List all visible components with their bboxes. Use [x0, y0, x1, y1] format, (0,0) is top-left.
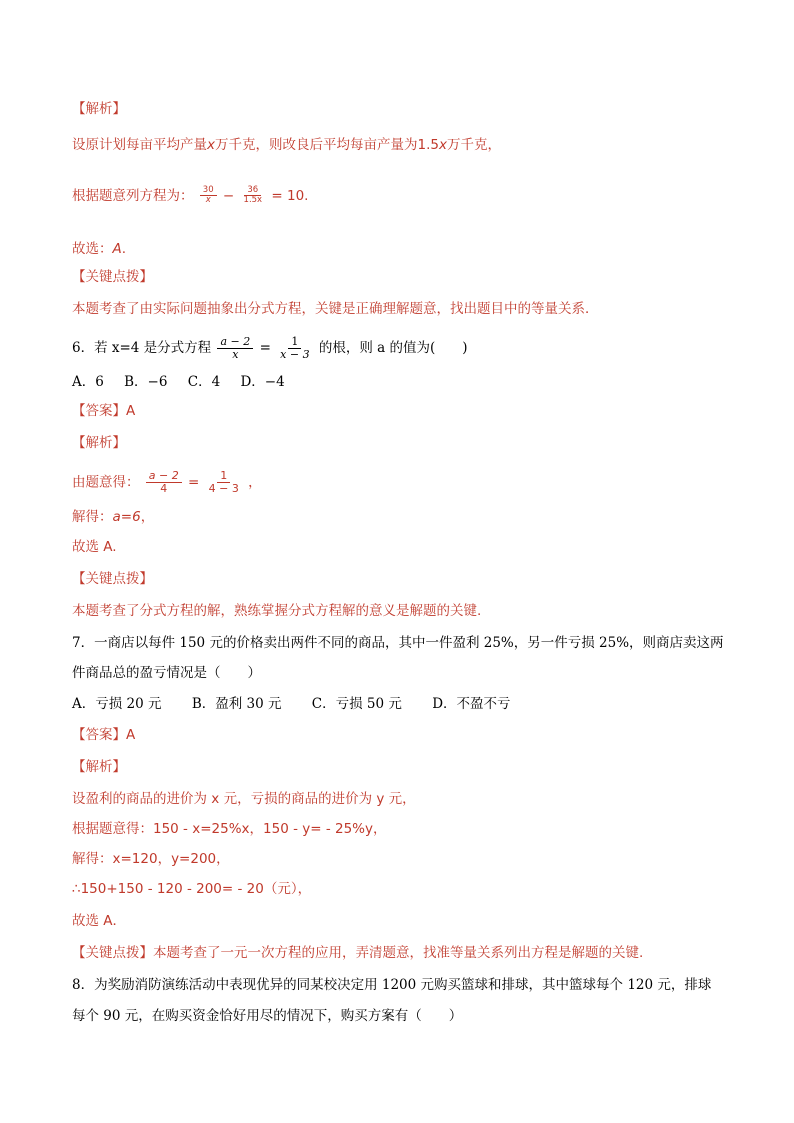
q6-line3: 故选 A. — [72, 539, 117, 555]
q7-options — [72, 695, 527, 713]
q8-stem-line2: 每个 90 元，在购买资金恰好用尽的情况下，购买方案有（ ） — [72, 1008, 463, 1024]
q6-stem: 6．若 x=4 是分式方程 $\frac{a - 2}{x}$ = $\frac{1}{x - 3}$ 的根，则 a 的值为( ) — [72, 335, 468, 362]
s5-answer-line: 故选：A. — [72, 241, 127, 257]
q7-stem-line1: 7．一商店以每件 150 元的价格卖出两件不同的商品，其中一件盈利 25%，另一件亏损 25%，则商店卖这两 — [72, 635, 724, 651]
fraction-30-over-x: $\frac{30}{x}$ — [200, 186, 217, 206]
q7-stem-line2: 件商品总的盈亏情况是（ ） — [72, 665, 261, 681]
q6-guanjian-heading: 【关键点拨】 — [72, 571, 153, 587]
q7-guanjian-heading: 【关键点拨】 — [72, 945, 153, 961]
q7-guanjian-line — [72, 944, 643, 962]
s5-summary: 本题考查了由实际问题抽象出分式方程，关键是正确理解题意，找出题目中的等量关系． — [72, 301, 599, 317]
s5-line2: 根据题意列方程为： $\frac{30}{x}$ − $\frac{36}{1.5x}$ = 10. — [72, 185, 309, 206]
q6-option-c: C．4 — [187, 374, 221, 390]
q7-line5: 故选 A． — [72, 913, 127, 929]
q6-line2: 解得：a=6， — [72, 509, 155, 525]
fraction-1-over-4-3: $\frac{1}{4 - 3}$ — [208, 469, 239, 496]
q7-jiexi-heading: 【解析】 — [72, 759, 126, 775]
q7-option-c: C．亏损 50 元 — [311, 696, 402, 712]
q6-line1: 由题意得： $\frac{a - 2}{4}$ = $\frac{1}{4 - 3}$ ， — [72, 469, 262, 496]
q6-daan: 【答案】A — [72, 403, 136, 419]
fraction-36-over-1.5x: $\frac{36}{1.5x}$ — [243, 185, 263, 206]
q7-option-d: D．不盈不亏 — [432, 696, 511, 712]
q7-line2: 根据题意得：150 - x=25%x，150 - y= - 25%y， — [72, 821, 387, 837]
s5-line1: 设原计划每亩平均产量x万千克，则改良后平均每亩产量为1.5x万千克， — [72, 137, 501, 153]
s5-guanjian-heading: 【关键点拨】 — [72, 269, 153, 285]
fraction-a-2-over-4: $\frac{a - 2}{4}$ — [146, 470, 182, 495]
q7-daan: 【答案】A — [72, 727, 136, 743]
q8-stem-line1: 8．为奖励消防演练活动中表现优异的同某校决定用 1200 元购买篮球和排球，其中篮球每个 120 元，排球 — [72, 977, 712, 993]
q7-summary: 本题考查了一元一次方程的应用，弄清题意，找准等量关系列出方程是解题的关键. — [153, 945, 644, 961]
q7-line1: 设盈利的商品的进价为 x 元，亏损的商品的进价为 y 元， — [72, 791, 416, 807]
q6-jiexi-heading: 【解析】 — [72, 435, 126, 451]
q6-summary: 本题考查了分式方程的解，熟练掌握分式方程解的意义是解题的关键. — [72, 603, 482, 619]
q7-option-b: B．盈利 30 元 — [191, 696, 282, 712]
s5-jiexi-heading: 【解析】 — [72, 101, 126, 117]
q6-options — [72, 373, 301, 391]
q7-line4: ∴150+150 - 120 - 200= - 20（元）， — [72, 881, 312, 897]
fraction-1-over-x-3: $\frac{1}{x - 3}$ — [280, 335, 310, 362]
fraction-a-2-over-x: $\frac{a - 2}{x}$ — [217, 336, 253, 361]
q7-option-a: A．亏损 20 元 — [72, 696, 162, 712]
q6-option-a: A．6 — [72, 374, 104, 390]
q6-option-b: B．−6 — [124, 374, 168, 390]
q7-line3: 解得：x=120，y=200， — [72, 851, 230, 867]
q6-option-d: D．−4 — [240, 374, 285, 390]
